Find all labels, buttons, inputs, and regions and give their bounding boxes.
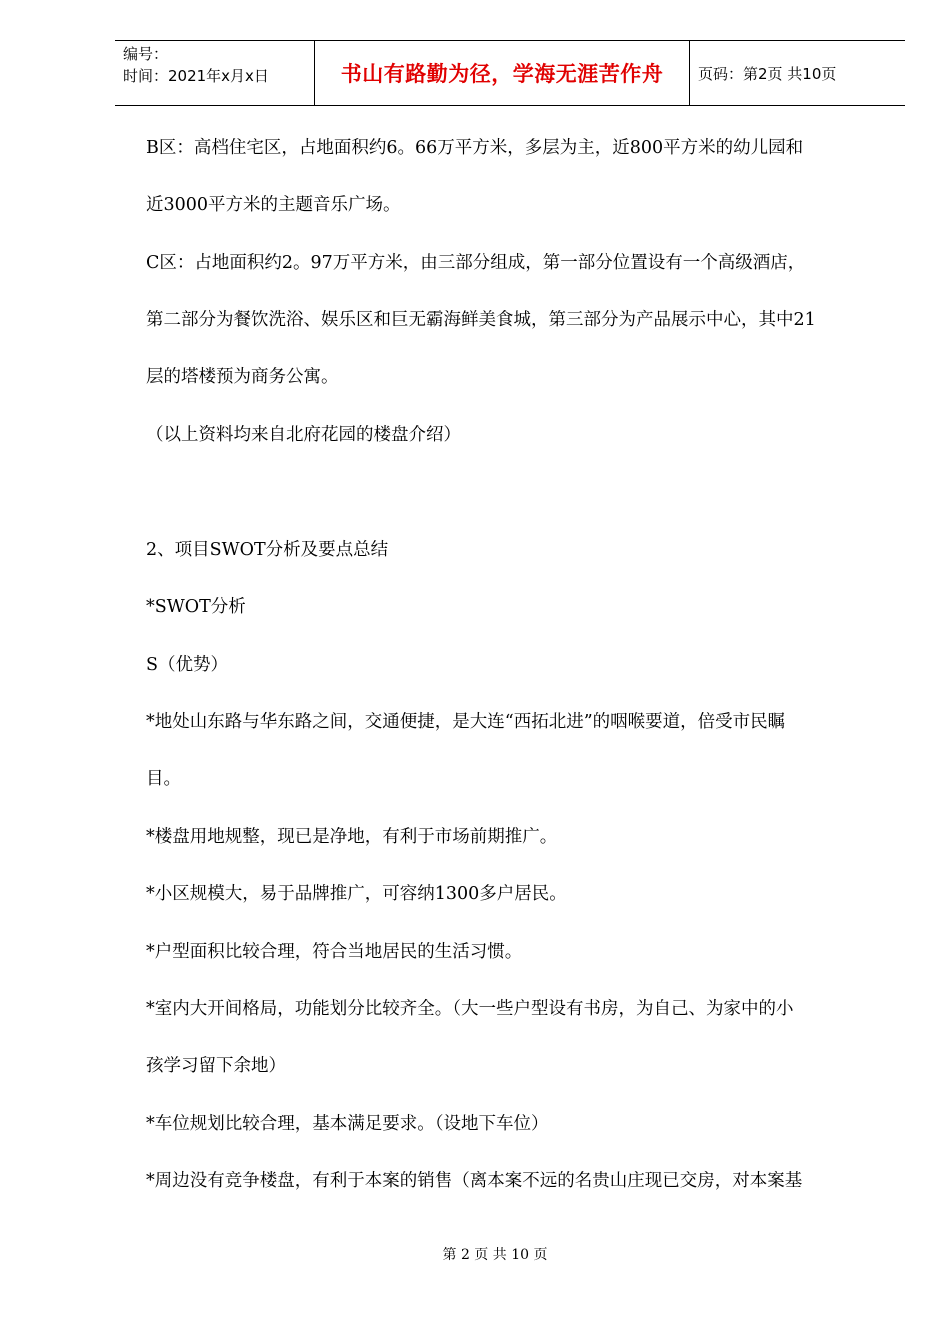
body-line: C区：占地面积约2。97万平方米，由三部分组成，第一部分位置设有一个高级酒店， — [146, 253, 806, 273]
body-line: *周边没有竞争楼盘，有利于本案的销售（离本案不远的名贵山庄现已交房，对本案基 — [146, 1171, 803, 1191]
body-line: 第二部分为餐饮洗浴、娱乐区和巨无霸海鲜美食城，第三部分为产品展示中心，其中21 — [146, 310, 816, 330]
header-page-info: 页码：第2页 共10页 — [698, 64, 837, 83]
body-line: 近3000平方米的主题音乐广场。 — [146, 195, 401, 215]
body-line: S（优势） — [146, 655, 228, 675]
body-line: *SWOT分析 — [146, 597, 246, 617]
page-footer: 第 2 页 共 10 页 — [442, 1247, 548, 1263]
document-number-label: 编号： — [123, 45, 169, 63]
header-motto: 书山有路勤为径，学海无涯苦作舟 — [315, 41, 690, 105]
body-line: 孩学习留下余地） — [146, 1056, 286, 1076]
body-line: *户型面积比较合理，符合当地居民的生活习惯。 — [146, 942, 523, 962]
body-line: 层的塔楼预为商务公寓。 — [146, 367, 339, 387]
header-meta — [115, 41, 315, 105]
body-line: 目。 — [146, 769, 181, 789]
page-header — [115, 40, 905, 106]
body-line: *地处山东路与华东路之间，交通便捷，是大连“西拓北进”的咽喉要道，倍受市民瞩 — [146, 712, 786, 732]
body-line: （以上资料均来自北府花园的楼盘介绍） — [146, 425, 461, 445]
document-time-label: 时间：2021年x月x日 — [123, 67, 269, 85]
section-heading: 2、项目SWOT分析及要点总结 — [146, 540, 389, 560]
body-line: *楼盘用地规整，现已是净地，有利于市场前期推广。 — [146, 827, 558, 847]
body-line: *室内大开间格局，功能划分比较齐全。（大一些户型设有书房，为自己、为家中的小 — [146, 999, 794, 1019]
body-line: B区：高档住宅区，占地面积约6。66万平方米，多层为主，近800平方米的幼儿园和 — [146, 138, 804, 158]
body-line: *车位规划比较合理，基本满足要求。（设地下车位） — [146, 1114, 549, 1134]
body-line: *小区规模大，易于品牌推广，可容纳1300多户居民。 — [146, 884, 567, 904]
